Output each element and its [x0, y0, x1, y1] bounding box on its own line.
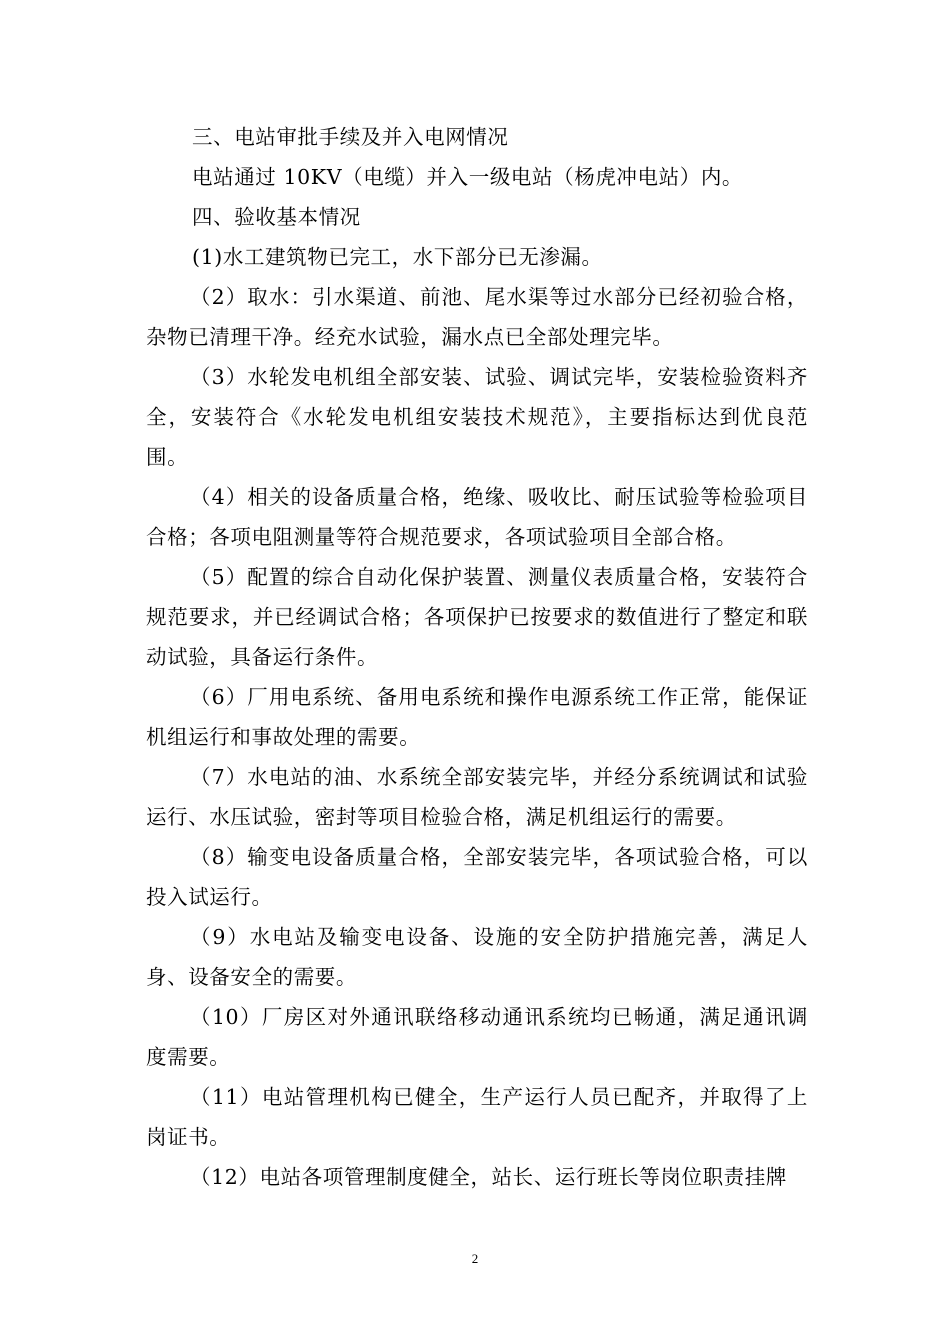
item-paragraph-12: （12）电站各项管理制度健全，站长、运行班长等岗位职责挂牌: [190, 1165, 787, 1189]
item-paragraph-5: （5）配置的综合自动化保护装置、测量仪表质量合格，安装符合规范要求，并已经调试合格；各项保护已按要求的数值进行了整定和联动试验，具备运行条件。: [146, 565, 808, 669]
item-paragraph-3: （3）水轮发电机组全部安装、试验、调试完毕，安装检验资料齐全，安装符合《水轮发电机组安装技术规范》，主要指标达到优良范围。: [146, 365, 808, 469]
item-paragraph-8: （8）输变电设备质量合格，全部安装完毕，各项试验合格，可以投入试运行。: [146, 845, 808, 909]
item-paragraph-11: （11）电站管理机构已健全，生产运行人员已配齐，并取得了上岗证书。: [146, 1085, 808, 1149]
grid-connection-paragraph: 电站通过 10KV（电缆）并入一级电站（杨虎冲电站）内。: [192, 165, 744, 189]
item-paragraph-6: （6）厂用电系统、备用电系统和操作电源系统工作正常，能保证机组运行和事故处理的需要。: [146, 685, 808, 749]
item-paragraph-9: （9）水电站及输变电设备、设施的安全防护措施完善，满足人身、设备安全的需要。: [146, 925, 808, 989]
section-heading-acceptance: 四、验收基本情况: [192, 205, 361, 229]
page-number: 2: [471, 1251, 479, 1266]
document-body: [146, 117, 808, 1197]
item-paragraph-7: （7）水电站的油、水系统全部安装完毕，并经分系统调试和试验运行、水压试验，密封等项目检验合格，满足机组运行的需要。: [146, 765, 808, 829]
item-paragraph-4: （4）相关的设备质量合格，绝缘、吸收比、耐压试验等检验项目合格；各项电阻测量等符合规范要求，各项试验项目全部合格。: [146, 485, 808, 549]
section-heading-approval: 三、电站审批手续及并入电网情况: [192, 125, 509, 149]
item-paragraph-2: （2）取水：引水渠道、前池、尾水渠等过水部分已经初验合格，杂物已清理干净。经充水试验，漏水点已全部处理完毕。: [146, 285, 808, 349]
item-paragraph-1: (1)水工建筑物已完工，水下部分已无渗漏。: [192, 245, 603, 269]
item-paragraph-10: （10）厂房区对外通讯联络移动通讯系统均已畅通，满足通讯调度需要。: [146, 1005, 808, 1069]
